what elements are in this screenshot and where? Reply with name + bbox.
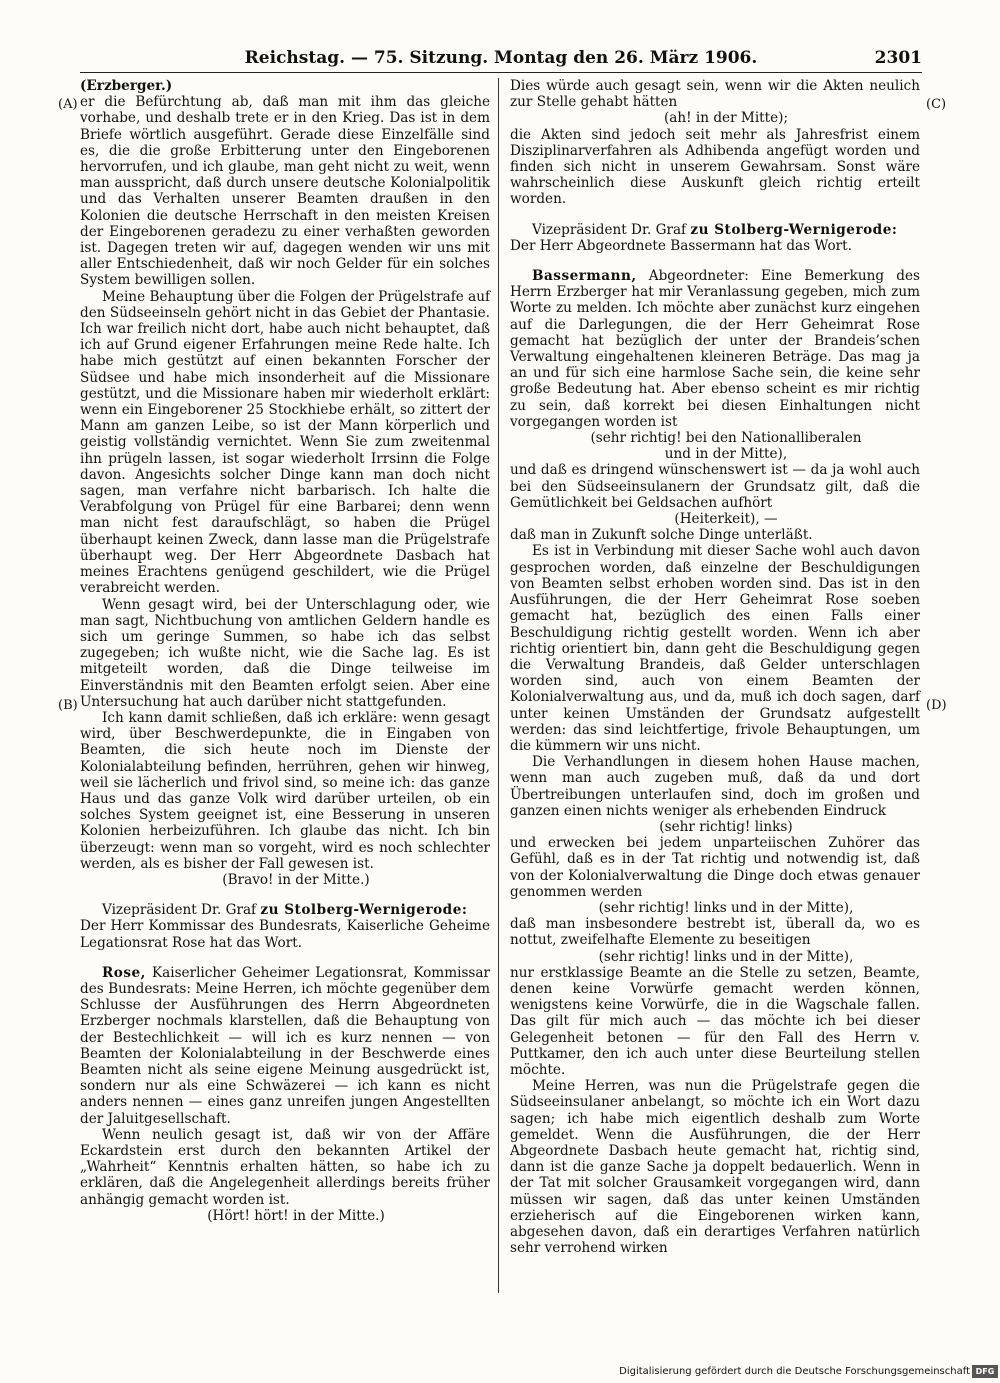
paragraph: Ich kann damit schließen, daß ich erkläre: wenn gesagt wird, über Beschwerdepunkte, die in Eingaben von Beamten, die sich heute noch im Dienste der Kolonialabteilung befinden, herrühren, gehen wir hinweg, weil sie lächerlich und frivol sind, so meine ich: das ganze Haus und das ganze Volk wird darüber urteilen, ob ein solches System geeignet ist, eine Besserung in unseren Kolonien herbeizuführen. Ich glaube das nicht. Ich bin überzeugt: wenn man so vorgeht, wird es noch schlechter werden, als es bisher der Fall gewesen ist.: [80, 709, 490, 872]
margin-marker-a: (A): [58, 97, 78, 112]
margin-marker-c: (C): [926, 97, 947, 112]
speaker-tag: (Erzberger.): [80, 78, 173, 94]
paragraph: Wenn gesagt wird, bei der Unterschlagung oder, wie man sagt, Nichtbuchung von amtlichen Geldern handle es sich um geringe Summen, so habe ich das selbst zugegeben; ich wußte nicht, wie die Sache lag. Es ist mitgeteilt worden, daß die Dinge teilweise im Einverständnis mit den Beamten erfolgt seien. Aber eine Untersuchung hat auch darüber nicht stattgefunden.: [80, 596, 490, 710]
paragraph: und erwecken bei jedem unparteiischen Zuhörer das Gefühl, daß es in der Tat richtig und notwendig ist, daß von der Kolonialverwaltung die Dinge doch etwas genauer genommen werden: [510, 835, 920, 900]
paragraph: Meine Behauptung über die Folgen der Prügelstrafe auf den Südseeinseln gehört nicht in das Gebiet der Phantasie. Ich war freilich nicht dort, habe auch nicht behauptet, daß ich auf Grund eigener Erfahrungen meine Rede halte. Ich habe mich gestützt auf einen bekannten Forscher der Südsee und habe mich insonderheit auf die Missionare gestützt, und die Missionare haben mir wiederholt erklärt: wenn ein Eingeborener 25 Stockhiebe erhält, so zittert der Mann am ganzen Leibe, so ist der Mann körperlich und geistig vollständig vernichtet. Wenn Sie zum zweitenmal ihn prügeln lassen, ist sogar wiederholt Irrsinn die Folge davon. Angesichts solcher Dinge kann man doch nicht sagen, man verfahre nicht barbarisch. Ich halte die Verabfolgung von Prügel für eine Barbarei; denn wenn man nicht fest daraufschlägt, so haben die Prügel überhaupt keinen Zweck, dann lasse man die Prügelstrafe überhaupt weg. Der Herr Abgeordnete Dasbach hat meines Erachtens genügend geschildert, wie die Prügel verabreicht werden.: [80, 288, 490, 597]
running-header: [80, 46, 922, 73]
interjection: und in der Mitte),: [664, 446, 788, 463]
paragraph: Meine Herren, was nun die Prügelstrafe gegen die Südseeinsulaner anbelangt, so möchte ich ein Wort dazu sagen; ich habe mich eigentlich deshalb zum Worte gemeldet. Wenn die Ausführungen, die der Herr Abgeordnete Dasbach heute gemacht hat, richtig sind, dann ist die ganze Sache ja doppelt bedauerlich. Wenn in der Tat mit solcher Grausamkeit vorgegangen wird, dann müssen wir sagen, daß das unter keinen Umständen erzieherisch auf die Eingeborenen wirken kann, abgesehen davon, daß ein derartiges Verfahren natürlich sehr verrohend wirken: [510, 1078, 920, 1257]
paragraph: und daß es dringend wünschenswert ist — da ja wohl auch bei den Südseeinsulanern der Grundsatz gilt, daß die Gemütlichkeit bei Geldsachen aufhört: [510, 462, 920, 511]
interjection: (Hört! hört! in der Mitte.): [207, 1207, 385, 1224]
footer-text: Digitalisierung gefördert durch die Deutsche Forschungsgemeinschaft: [619, 1366, 970, 1377]
running-title: Reichstag. — 75. Sitzung. Montag den 26. März 1906.: [244, 48, 758, 68]
paragraph: nur erstklassige Beamte an die Stelle zu setzen, Beamte, denen keine Vorwürfe gemacht werden können, wenigstens keine Vorwürfe, die in die Wagschale fallen. Das gilt für mich auch — das möchte ich bei dieser Gelegenheit betonen — für den Fall des Herrn v. Puttkamer, den ich auch unter diese Beurteilung stellen möchte.: [510, 964, 920, 1078]
interjection: (sehr richtig! bei den Nationalliberalen: [590, 430, 862, 447]
margin-marker-d: (D): [926, 698, 947, 713]
paragraph: Der Herr Kommissar des Bundesrats, Kaiserliche Geheime Legationsrat Rose hat das Wort.: [80, 918, 490, 951]
speaker-paragraph: Rose, Kaiserlicher Geheimer Legationsrat, Kommissar des Bundesrats: Meine Herren, ich möchte gegenüber dem Schlusse der Ausführungen des Herrn Abgeordneten Erzberger nochmals klarstellen, daß die Behauptung von der Bestechlichkeit — will ich es kurz nennen — von Beamten der Kolonialabteilung in der Beschwerde eines Beamten nicht als seine eigene Meinung ausgedrückt ist, sondern nur als eine Schwäzerei — ich kann es nicht anders nennen — eines ganz unreifen jungen Angestellten der Jaluitgesellschaft.: [80, 964, 490, 1127]
interjection: (ah! in der Mitte);: [663, 110, 789, 127]
interjection: (Bravo! in der Mitte.): [222, 871, 370, 888]
interjection: (sehr richtig! links und in der Mitte),: [598, 948, 854, 965]
margin-marker-b: (B): [58, 698, 78, 713]
paragraph: Es ist in Verbindung mit dieser Sache wohl auch davon gesprochen worden, daß einzelne der Beschuldigungen von Beamten selbst erhoben worden sind. Das ist in den Ausführungen, die der Herr Geheimrat Rose soeben gemacht hat, bezüglich des einen Falls einer Beschuldigung richtig gestellt worden. Wenn ich aber richtig orientiert bin, dann geht die Beschuldigung gegen die Verwaltung Brandeis, daß Gelder unterschlagen worden sind, auch von einem Beamten der Kolonialverwaltung aus, und da, muß ich doch sagen, darf unter keinen Umständen der Grundsatz aufgestellt werden: das sind leichtfertige, frivole Behauptungen, um die kümmern wir uns nicht.: [510, 543, 920, 754]
paragraph: Die Verhandlungen in diesem hohen Hause machen, wenn man auch zugeben muß, daß da und dort Übertreibungen unterlaufen sind, doch im großen und ganzen einen nichts weniger als erhebenden Eindruck: [510, 754, 920, 819]
digitization-footer: [600, 1364, 1000, 1380]
interjection: (sehr richtig! links): [659, 818, 793, 835]
vice-president-announcement: Vizepräsident Dr. Graf zu Stolberg-Wernigerode:: [102, 902, 468, 919]
right-column: [510, 78, 920, 1256]
vice-president-announcement: Vizepräsident Dr. Graf zu Stolberg-Wernigerode:: [532, 221, 898, 238]
paragraph: daß man in Zukunft solche Dinge unterläßt.: [510, 527, 813, 544]
paragraph: daß man insbesondere bestrebt ist, überall da, wo es nottut, zweifelhafte Elemente zu beseitigen: [510, 916, 920, 949]
left-column: [80, 78, 490, 1224]
interjection: (Heiterkeit), —: [674, 511, 778, 528]
paragraph: die Akten sind jedoch seit mehr als Jahresfrist einem Disziplinarverfahren als Adhibenda angefügt worden und finden sich nicht in unserem Gewahrsam. Sonst wäre wahrscheinlich diese Auskunft gleich richtig erteilt worden.: [510, 126, 920, 208]
column-divider: [498, 78, 499, 1293]
paragraph: Der Herr Abgeordnete Bassermann hat das Wort.: [510, 237, 852, 254]
dfg-logo: DFG: [972, 1365, 998, 1378]
paragraph: Dies würde auch gesagt sein, wenn wir die Akten neulich zur Stelle gehabt hätten: [510, 78, 920, 111]
speaker-paragraph: Bassermann, Abgeordneter: Eine Bemerkung des Herrn Erzberger hat mir Veranlassung gegeben, mich zum Worte zu melden. Ich möchte aber zunächst kurz eingehen auf die Darlegungen, die der Herr Geheimrat Rose gemacht hat bezüglich der unter der Brandeis’schen Verwaltung eingehaltenen kleineren Beträge. Das mag ja an und für sich eine harmlose Sache sein, die keine sehr große Bedeutung hat. Aber ebenso scheint es mir richtig zu sein, daß korrekt bei diesen Einhaltungen nicht vorgegangen worden ist: [510, 268, 920, 430]
interjection: (sehr richtig! links und in der Mitte),: [598, 899, 854, 916]
paragraph: er die Befürchtung ab, daß man mit ihm das gleiche vorhabe, und deshalb trete er in den Krieg. Das ist in dem Briefe wörtlich ausgeführt. Gerade diese Einzelfälle sind es, die die große Erbitterung unter den Eingeborenen hervorrufen, und ich glaube, man geht nicht zu weit, wenn man ausspricht, daß durch unsere deutsche Kolonialpolitik und das Verhalten unserer Beamten draußen in den Kolonien die deutsche Herrschaft in den meisten Kreisen der Eingeborenen geradezu zu einer verhaßten geworden ist. Dagegen treten wir auf, dagegen wenden wir uns mit aller Entschiedenheit, daß wir noch Gelder für ein solches System bewilligen sollen.: [80, 94, 490, 289]
page-number: 2301: [874, 48, 922, 68]
paragraph: Wenn neulich gesagt ist, daß wir von der Affäre Eckardstein erst durch den bekannten Artikel der „Wahrheit“ Kenntnis erhalten hätten, so habe ich zu erklären, daß die Angelegenheit allerdings bereits früher anhängig gemacht worden ist.: [80, 1126, 490, 1208]
